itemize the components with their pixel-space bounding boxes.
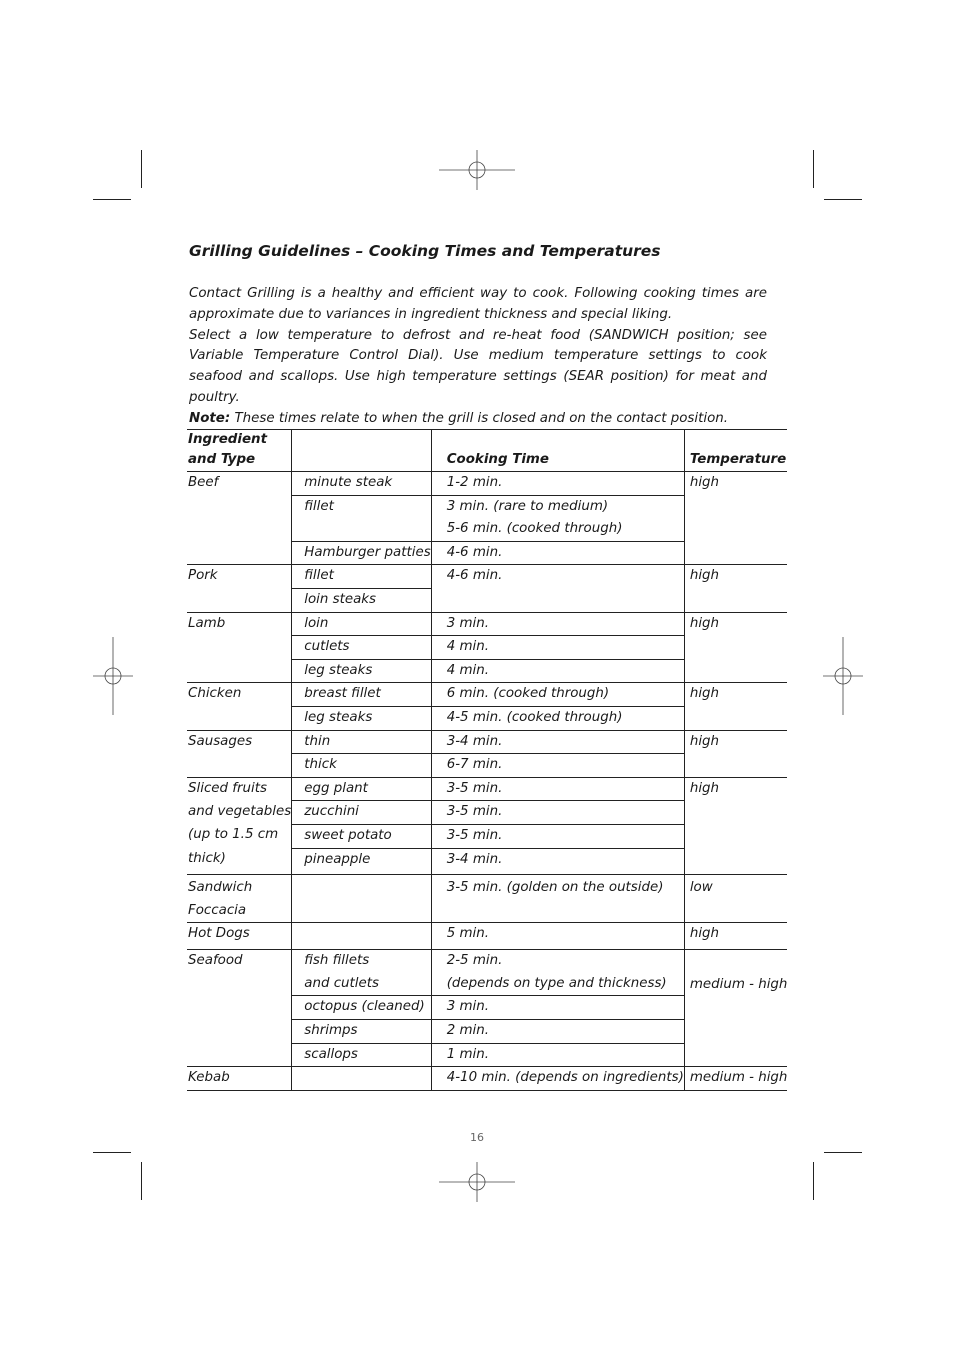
note-paragraph <box>189 409 767 430</box>
registration-mark-icon <box>437 150 517 190</box>
ingredient-cell: and vegetables <box>188 803 292 819</box>
type-cell <box>292 1067 431 1091</box>
type-cell: minute steak <box>292 472 431 496</box>
type-cell: egg plant <box>292 777 431 801</box>
header-temperature: Temperature <box>684 430 787 472</box>
temperature-cell <box>684 950 787 1067</box>
time-cell: 3 min. <box>431 612 684 636</box>
crop-mark <box>824 1152 862 1153</box>
time-cell: 4 min. <box>431 659 684 683</box>
time-cell: 3-4 min. <box>431 730 684 754</box>
time-cell: 3-5 min. <box>431 824 684 848</box>
type-cell: fillet <box>292 565 431 589</box>
time-cell: 4 min. <box>431 636 684 660</box>
time-cell: 3-4 min. <box>431 848 684 875</box>
time-cell: 3-5 min. <box>431 777 684 801</box>
type-cell: sweet potato <box>292 824 431 848</box>
temperature-cell: low <box>684 875 787 923</box>
type-cell: scallops <box>292 1043 431 1067</box>
table-row <box>187 777 787 801</box>
registration-mark-icon <box>437 1162 517 1202</box>
type-cell: shrimps <box>292 1019 431 1043</box>
time-cell: 4-5 min. (cooked through) <box>431 706 684 730</box>
type-cell: cutlets <box>292 636 431 660</box>
type-cell: leg steaks <box>292 659 431 683</box>
temperature-cell: high <box>684 612 787 683</box>
table-row <box>187 950 787 973</box>
type-cell <box>292 875 431 923</box>
time-cell: 5 min. <box>431 923 684 950</box>
type-cell: octopus (cleaned) <box>292 996 431 1020</box>
temperature-cell: high <box>684 777 787 874</box>
header-ingredient: Ingredient and Type <box>187 430 292 472</box>
ingredient-cell: Seafood <box>187 950 292 1067</box>
temperature-cell: high <box>684 472 787 565</box>
time-cell: 3 min. <box>431 996 684 1020</box>
time-cell: 5-6 min. (cooked through) <box>431 518 684 541</box>
type-cell: Hamburger patties <box>292 541 431 565</box>
ingredient-cell: Lamb <box>187 612 292 683</box>
intro-paragraph: Select a low temperature to defrost and re-heat food (SANDWICH position; see Variable Temperature Control Dial). Use medium temperature settings to cook seafood and scallops. Use high temperature settings (SEAR position) for meat and poultry. <box>189 327 767 405</box>
crop-mark <box>813 150 814 188</box>
table-row <box>187 612 787 636</box>
crop-mark <box>824 199 862 200</box>
time-cell: 3-5 min. <box>431 801 684 825</box>
ingredient-cell: Foccacia <box>188 902 247 918</box>
type-cell: zucchini <box>292 801 431 825</box>
table-row <box>187 730 787 754</box>
ingredient-cell: Sausages <box>187 730 292 777</box>
table-header-row <box>187 430 787 472</box>
temperature-value: medium - high <box>689 977 788 993</box>
page-title: Grilling Guidelines – Cooking Times and Temperatures <box>189 242 661 260</box>
time-cell: 6-7 min. <box>431 754 684 778</box>
type-cell <box>292 923 431 950</box>
intro-text <box>189 284 767 430</box>
ingredient-cell: Sandwich <box>187 875 292 900</box>
time-cell: 4-10 min. (depends on ingredients) <box>431 1067 684 1091</box>
header-cooking-time: Cooking Time <box>431 430 684 472</box>
crop-mark <box>141 1162 142 1200</box>
note-text: These times relate to when the grill is closed and on the contact position. <box>230 410 729 426</box>
time-cell: (depends on type and thickness) <box>431 973 684 996</box>
temperature-cell: high <box>684 683 787 730</box>
time-cell: 3 min. (rare to medium) <box>431 495 684 518</box>
crop-mark <box>813 1162 814 1200</box>
time-cell: 6 min. (cooked through) <box>431 683 684 707</box>
table-row <box>187 472 787 496</box>
type-cell: loin steaks <box>292 588 431 612</box>
ingredient-cell: Hot Dogs <box>187 923 292 950</box>
page-number: 16 <box>470 1131 484 1144</box>
crop-mark <box>93 1152 131 1153</box>
ingredient-cell: Sliced fruits <box>187 777 292 801</box>
header-type <box>292 430 431 472</box>
table-row <box>187 683 787 707</box>
time-cell: 4-6 min. <box>431 541 684 565</box>
time-cell: 1-2 min. <box>431 472 684 496</box>
time-cell: 2-5 min. <box>431 950 684 973</box>
time-cell: 4-6 min. <box>431 565 684 612</box>
registration-mark-icon <box>823 637 863 715</box>
type-cell: loin <box>292 612 431 636</box>
type-cell: thin <box>292 730 431 754</box>
temperature-cell: medium - high <box>684 1067 787 1091</box>
crop-mark <box>93 199 131 200</box>
type-cell: leg steaks <box>292 706 431 730</box>
registration-mark-icon <box>93 637 133 715</box>
temperature-cell: high <box>684 730 787 777</box>
type-cell: thick <box>292 754 431 778</box>
time-cell: 3-5 min. (golden on the outside) <box>431 875 684 923</box>
table-row <box>187 565 787 589</box>
cooking-times-table <box>187 429 787 1091</box>
table-row <box>187 1067 787 1091</box>
ingredient-cell: (up to 1.5 cm <box>188 827 279 843</box>
type-cell: and cutlets <box>292 973 431 996</box>
time-cell: 2 min. <box>431 1019 684 1043</box>
note-label: Note: <box>189 410 231 426</box>
type-cell: breast fillet <box>292 683 431 707</box>
time-cell: 1 min. <box>431 1043 684 1067</box>
ingredient-cell: Beef <box>187 472 292 565</box>
ingredient-cell: thick) <box>188 851 226 866</box>
temperature-cell: high <box>684 565 787 612</box>
temperature-cell: high <box>684 923 787 950</box>
ingredient-cell: Chicken <box>187 683 292 730</box>
ingredient-cell: Kebab <box>187 1067 292 1091</box>
table-row <box>187 875 787 900</box>
ingredient-cell: Pork <box>187 565 292 612</box>
type-cell: fillet <box>292 495 431 541</box>
crop-mark <box>141 150 142 188</box>
type-cell: fish fillets <box>292 950 431 973</box>
intro-paragraph: Contact Grilling is a healthy and efficient way to cook. Following cooking times are approximate due to variances in ingredient thickness and special liking. <box>189 286 767 322</box>
type-cell: pineapple <box>292 848 431 875</box>
table-row <box>187 923 787 950</box>
